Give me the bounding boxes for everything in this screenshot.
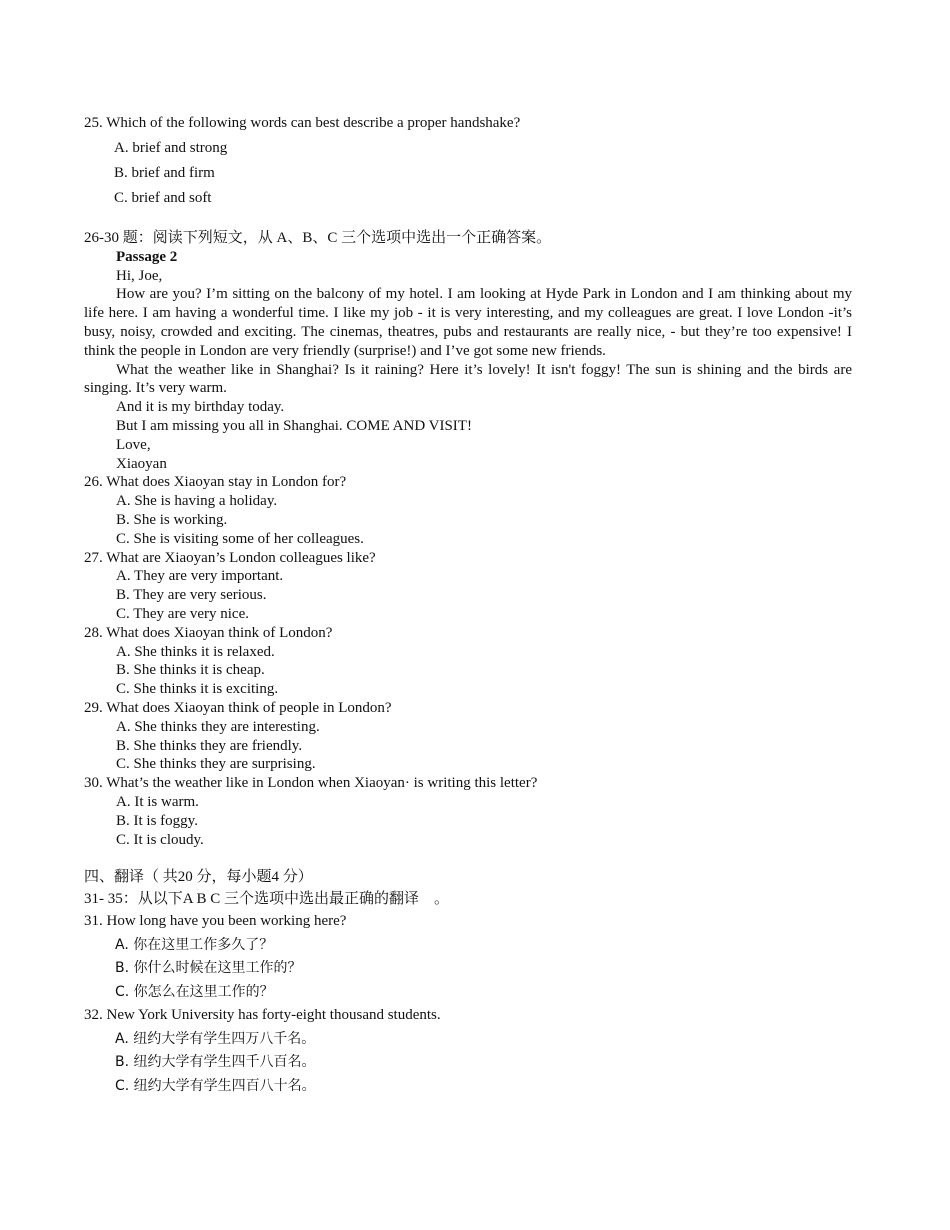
translation-instruction: 31- 35：从以下A B C 三个选项中选出最正确的翻译 。 xyxy=(84,891,450,907)
question-26 xyxy=(84,473,852,548)
section-heading: 四、翻译（ 共20 分，每小题4 分） xyxy=(84,869,313,885)
question-31 xyxy=(84,910,904,1004)
letter-paragraph: How are you? I’m sitting on the balcony of my hotel. I am looking at Hyde Park in London and I am thinking about my life here. I am having a wonderful time. I like my job - it is very interesting, and my colleagues are great. I love London -it’s busy, noisy, crowded and exciting. The cinemas, theatres, pubs and restaurants are really nice, - but they’re too expensive! I think the people in London are very friendly (surprise!) and I’ve got some new friends. xyxy=(84,286,852,359)
question-29 xyxy=(84,699,852,774)
option-b: B. She thinks it is cheap. xyxy=(116,662,265,679)
option-c: C. 纽约大学有学生四百八十名。 xyxy=(115,1077,316,1094)
question-32 xyxy=(84,1004,904,1098)
option-a: A. 纽约大学有学生四万八千名。 xyxy=(115,1030,316,1047)
question-stem: 28. What does Xiaoyan think of London? xyxy=(84,624,333,641)
question-stem: 27. What are Xiaoyan’s London colleagues like? xyxy=(84,549,376,566)
option-a: A. She thinks it is relaxed. xyxy=(116,643,275,660)
option-b: B. They are very serious. xyxy=(116,587,267,604)
reading-section xyxy=(84,229,852,849)
option-c: C. They are very nice. xyxy=(116,605,250,622)
letter-line: And it is my birthday today. xyxy=(116,399,285,416)
question-stem: 25. Which of the following words can best describe a proper handshake? xyxy=(84,115,521,131)
option-a: A. She thinks they are interesting. xyxy=(116,718,320,735)
option-c: C. She thinks it is exciting. xyxy=(116,681,279,698)
question-25 xyxy=(84,114,904,211)
option-b: B. 纽约大学有学生四千八百名。 xyxy=(115,1054,316,1070)
question-stem: 32. New York University has forty-eight thousand students. xyxy=(84,1007,441,1023)
option-b: B. 你什么时候在这里工作的？ xyxy=(115,960,302,976)
question-stem: 31. How long have you been working here? xyxy=(84,913,347,929)
option-a: A. brief and strong xyxy=(114,140,228,156)
option-a: A. She is having a holiday. xyxy=(116,493,278,510)
option-a: A. They are very important. xyxy=(116,568,284,585)
letter-signature: Xiaoyan xyxy=(116,455,167,472)
option-b: B. She is working. xyxy=(116,511,228,528)
option-b: B. It is foggy. xyxy=(116,812,198,829)
letter-paragraph: What the weather like in Shanghai? Is it raining? Here it’s lovely! It isn't foggy! The sun is shining and the birds are singing. It’s very warm. xyxy=(84,361,852,397)
option-a: A. It is warm. xyxy=(116,793,199,810)
option-c: C. She thinks they are surprising. xyxy=(116,756,316,773)
option-b: B. brief and firm xyxy=(114,165,215,181)
option-b: B. She thinks they are friendly. xyxy=(116,737,303,754)
question-27 xyxy=(84,549,852,624)
letter-greeting: Hi, Joe, xyxy=(116,267,163,284)
option-c: C. brief and soft xyxy=(114,190,212,206)
question-stem: 26. What does Xiaoyan stay in London for? xyxy=(84,474,347,491)
option-c: C. It is cloudy. xyxy=(116,831,204,848)
question-30 xyxy=(84,774,852,849)
letter-closing: Love, xyxy=(116,436,151,453)
translation-section xyxy=(84,866,904,1098)
reading-instruction: 26-30 题：阅读下列短文，从 A、B、C 三个选项中选出一个正确答案。 xyxy=(84,230,552,246)
option-c: C. 你怎么在这里工作的？ xyxy=(115,983,274,1000)
passage-title: Passage 2 xyxy=(116,248,178,265)
letter-line: But I am missing you all in Shanghai. COME AND VISIT! xyxy=(116,417,472,434)
option-c: C. She is visiting some of her colleagues. xyxy=(116,530,364,547)
option-a: A. 你在这里工作多久了？ xyxy=(115,936,274,953)
question-28 xyxy=(84,624,852,699)
question-stem: 30. What’s the weather like in London when Xiaoyan· is writing this letter? xyxy=(84,775,538,792)
question-stem: 29. What does Xiaoyan think of people in London? xyxy=(84,699,392,716)
